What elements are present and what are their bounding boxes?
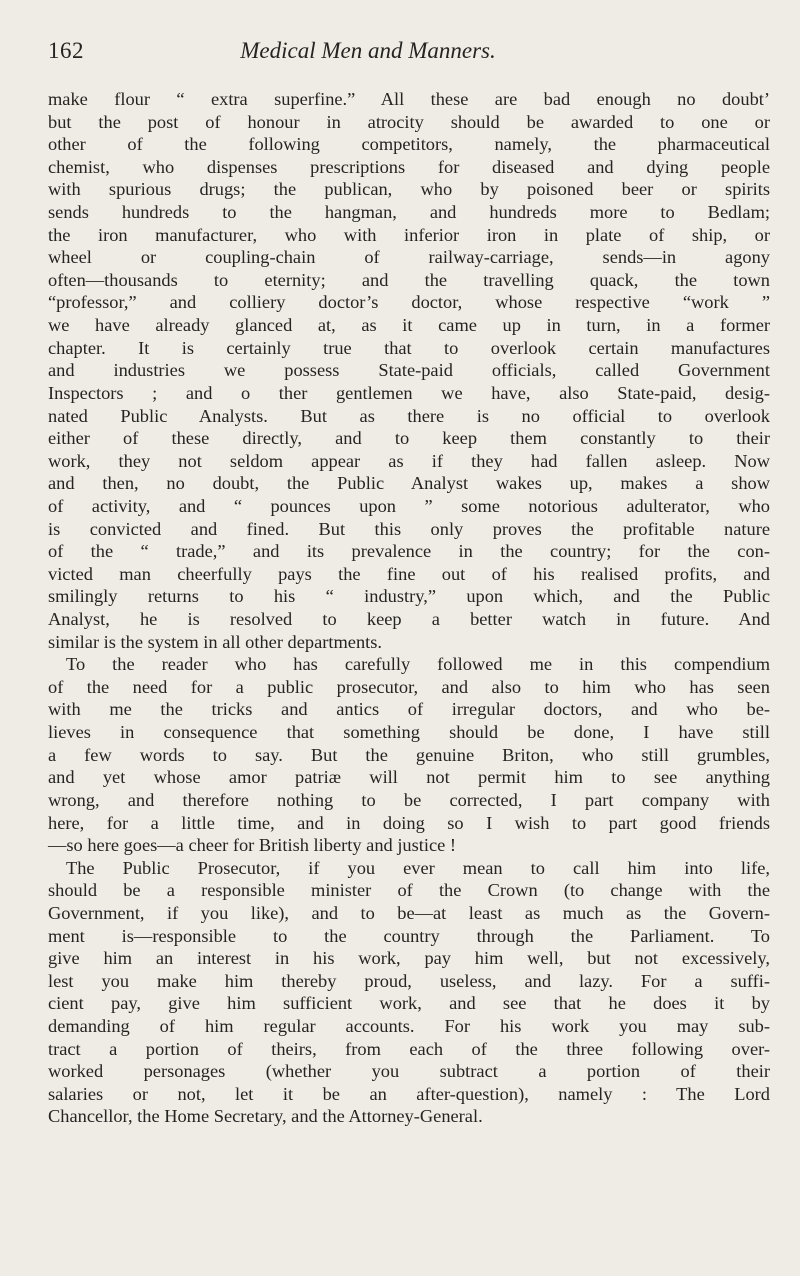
text-line: make flour “ extra superfine.” All these are bad enough no doubt’ (48, 89, 770, 109)
text-line: tract a portion of theirs, from each of the three following over- (48, 1038, 770, 1059)
text-line: lieves in consequence that something should be done, I have still (48, 722, 770, 743)
text-line: chemist, who dispenses prescriptions for diseased and dying people (48, 156, 770, 177)
text-line: nated Public Analysts. But as there is no official to overlook (48, 405, 770, 426)
text-line: of activity, and “ pounces upon ” some notorious adulterator, who (48, 495, 770, 516)
text-line: worked personages (whether you subtract a portion of their (48, 1061, 770, 1082)
text-line: is convicted and fined. But this only proves the profitable nature (48, 518, 770, 539)
text-line: “professor,” and colliery doctor’s doctor, whose respective “work ” (48, 292, 770, 313)
text-line: demanding of him regular accounts. For his work you may sub- (48, 1015, 770, 1036)
text-line: To the reader who has carefully followed me in this compendium (66, 654, 770, 675)
text-line: The Public Prosecutor, if you ever mean to call him into life, (66, 857, 770, 878)
text-line: Government, if you like), and to be—at least as much as the Govern- (48, 902, 770, 923)
page-number: 162 (48, 38, 84, 63)
text-line: with spurious drugs; the publican, who by poisoned beer or spirits (48, 179, 770, 200)
text-line: but the post of honour in atrocity should be awarded to one or (48, 111, 770, 132)
text-line: Analyst, he is resolved to keep a better watch in future. And (48, 609, 770, 630)
text-line: either of these directly, and to keep them constantly to their (48, 428, 770, 449)
text-line: with me the tricks and antics of irregular doctors, and who be- (48, 699, 770, 720)
text-line: of the “ trade,” and its prevalence in the country; for the con- (48, 541, 770, 562)
text-line: wrong, and therefore nothing to be corrected, I part company with (48, 789, 770, 810)
text-line: similar is the system in all other departments. (48, 631, 383, 652)
text-line: and then, no doubt, the Public Analyst wakes up, makes a show (48, 473, 770, 494)
text-line: often—thousands to eternity; and the travelling quack, the town (48, 269, 770, 290)
text-line: of the need for a public prosecutor, and also to him who has seen (48, 676, 770, 697)
text-line: other of the following competitors, namely, the pharmaceutical (48, 134, 770, 155)
text-line: wheel or coupling-chain of railway-carriage, sends—in agony (48, 247, 770, 268)
text-line: ment is—responsible to the country through the Parliament. To (48, 925, 770, 946)
text-line: give him an interest in his work, pay him well, but not excessively, (48, 948, 770, 969)
text-line: cient pay, give him sufficient work, and see that he does it by (48, 993, 770, 1014)
text-line: salaries or not, let it be an after-question), namely : The Lord (48, 1083, 770, 1104)
text-line: Chancellor, the Home Secretary, and the Attorney-General. (48, 1106, 483, 1127)
text-line: here, for a little time, and in doing so I wish to part good friends (48, 812, 770, 833)
text-line: sends hundreds to the hangman, and hundreds more to Bedlam; (48, 202, 770, 223)
text-line: and yet whose amor patriæ will not permit him to see anything (48, 767, 770, 788)
text-line: a few words to say. But the genuine Briton, who still grumbles, (48, 744, 770, 765)
text-line: we have already glanced at, as it came up in turn, in a former (48, 315, 770, 336)
text-line: the iron manufacturer, who with inferior iron in plate of ship, or (48, 224, 770, 245)
body-text (48, 88, 770, 1128)
page-header (48, 38, 758, 78)
text-line: smilingly returns to his “ industry,” upon which, and the Public (48, 586, 770, 607)
text-line: chapter. It is certainly true that to overlook certain manufactures (48, 337, 770, 358)
running-title: Medical Men and Manners. (240, 38, 496, 63)
text-line: victed man cheerfully pays the fine out of his realised profits, and (48, 563, 770, 584)
text-line: Inspectors ; and o ther gentlemen we have, also State-paid, desig- (48, 382, 770, 403)
text-line: work, they not seldom appear as if they had fallen asleep. Now (48, 450, 770, 471)
text-line: should be a responsible minister of the Crown (to change with the (48, 880, 770, 901)
text-line: lest you make him thereby proud, useless, and lazy. For a suffi- (48, 970, 770, 991)
text-line: —so here goes—a cheer for British liberty and justice ! (48, 835, 457, 856)
text-line: and industries we possess State-paid officials, called Government (48, 360, 770, 381)
